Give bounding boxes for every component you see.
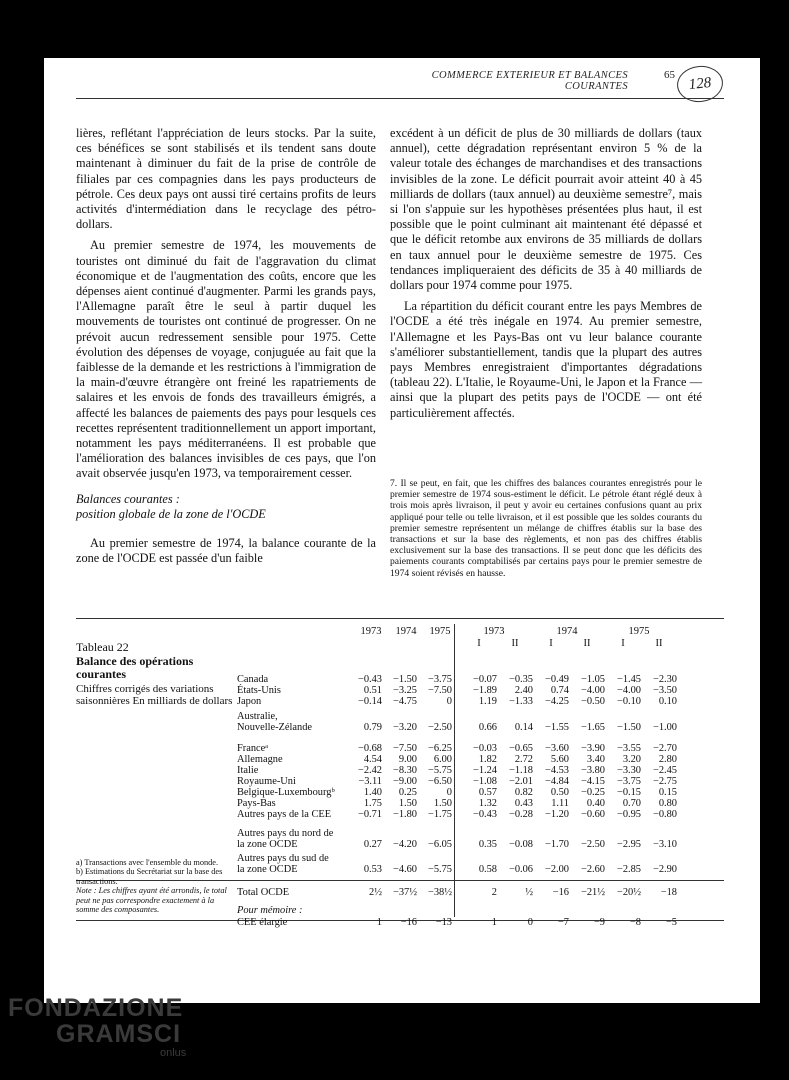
table-note: Note : Les chiffres ayant été arrondis, le total peut ne pas correspondre exactement à la somme des composantes. (76, 886, 227, 915)
table-cell: 1.11 (551, 798, 569, 809)
header-rule (76, 98, 724, 99)
table-cell: −0.65 (508, 743, 533, 754)
table-cell: −3.11 (358, 776, 382, 787)
semester-year-header: 1974 (556, 626, 578, 637)
table-cell: −0.06 (508, 864, 533, 875)
semester-header: I (477, 638, 481, 649)
table-cell: −3.55 (616, 743, 641, 754)
table-cell: 0.40 (586, 798, 605, 809)
table-cell: −18 (660, 887, 677, 898)
table-cell: 1.75 (363, 798, 382, 809)
table-cell: 0.70 (622, 798, 641, 809)
table-cell: −4.15 (580, 776, 605, 787)
table-cell: 1.50 (433, 798, 452, 809)
table-cell: 0.66 (478, 722, 497, 733)
table-row (237, 905, 697, 916)
table-cell: 6.00 (433, 754, 452, 765)
row-label: Total OCDE (237, 887, 290, 898)
table-cell: 2½ (369, 887, 382, 898)
table-cell: −2.50 (580, 839, 605, 850)
document-page (44, 58, 760, 1003)
table-cell: −3.60 (544, 743, 569, 754)
table-cell: −2.00 (544, 864, 569, 875)
table-cell: −0.43 (357, 674, 382, 685)
row-label: Franceᵃ (237, 743, 269, 754)
table-cell: −0.28 (508, 809, 533, 820)
row-label: Belgique-Luxembourgᵇ (237, 787, 335, 798)
table-row (237, 798, 697, 809)
table-cell: −2.01 (508, 776, 533, 787)
row-label: Italie (237, 765, 259, 776)
handwritten-page-number: 128 (675, 64, 725, 105)
table-cell: 1 (491, 917, 497, 928)
table-cell: 0.58 (478, 864, 497, 875)
table-cell: −1.33 (508, 696, 533, 707)
semester-header: II (583, 638, 591, 649)
table-cell: −1.65 (580, 722, 605, 733)
table-note: b) Estimations du Secrétariat sur la base des transactions. (76, 867, 223, 886)
table-cell: −3.75 (427, 674, 452, 685)
table-row (237, 853, 697, 864)
table-note: a) Transactions avec l'ensemble du monde. (76, 858, 219, 867)
right-column (390, 126, 702, 427)
table-cell: 0.79 (363, 722, 382, 733)
paragraph: Au premier semestre de 1974, la balance courante de la zone de l'OCDE est passée d'un faible (76, 536, 376, 566)
table-cell: −1.24 (472, 765, 497, 776)
table-row (237, 917, 697, 928)
row-label: Autres pays de la CEE (237, 809, 332, 820)
table-cell: 0.10 (658, 696, 677, 707)
table-cell: 0 (446, 696, 452, 707)
table-cell: 3.40 (586, 754, 605, 765)
table-cell: −5 (665, 917, 677, 928)
table-cell: −9 (593, 917, 605, 928)
row-label: CEE élargie (237, 917, 288, 928)
table-cell: −13 (435, 917, 452, 928)
table-cell: 3.20 (622, 754, 641, 765)
row-label: Pour mémoire : (237, 905, 303, 916)
year-header: 1973 (360, 626, 382, 637)
table-cell: −20½ (616, 887, 641, 898)
table-cell: −7 (557, 917, 569, 928)
table-cell: −2.30 (652, 674, 677, 685)
table-cell: −4.00 (580, 685, 605, 696)
subheading-line: position globale de la zone de l'OCDE (76, 506, 266, 521)
table-cell: −0.43 (472, 809, 497, 820)
table-row (237, 743, 697, 754)
table-cell: 2 (491, 887, 497, 898)
left-column (76, 126, 376, 572)
table-cell: −4.53 (544, 765, 569, 776)
table-cell: −6.50 (427, 776, 452, 787)
table-cell: −4.60 (392, 864, 417, 875)
table-row (237, 887, 697, 898)
paragraph: La répartition du déficit courant entre les pays Membres de l'OCDE a été très inégale en 1974. Au premier semestre, l'Allemagne et les Pays-Bas ont vu leur balance courante s'améliorer substantiellement, tandis que la plupart des autres pays Membres enregistraient d'importantes dégradations (tableau 22). L'Italie, le Royaume-Uni, le Japon et la France — ainsi que la plupart des petits pays de l'OCDE — ont été particulièrement affectés. (390, 299, 702, 420)
table-cell: −1.80 (392, 809, 417, 820)
table-cell: −0.60 (580, 809, 605, 820)
table-cell: −6.25 (427, 743, 452, 754)
table-cell: 0.74 (550, 685, 569, 696)
table-cell: −3.20 (392, 722, 417, 733)
semester-header: II (511, 638, 519, 649)
table-cell: 2.72 (514, 754, 533, 765)
row-label: Pays-Bas (237, 798, 276, 809)
table-cell: −0.15 (616, 787, 641, 798)
table-cell: −1.08 (472, 776, 497, 787)
table-cell: −2.90 (652, 864, 677, 875)
table-cell: −5.75 (427, 765, 452, 776)
watermark-logo (8, 995, 208, 1075)
watermark-line: onlus (160, 1047, 187, 1059)
semester-year-header: 1973 (483, 626, 505, 637)
table-cell: −4.84 (544, 776, 569, 787)
table-cell: −0.68 (357, 743, 382, 754)
table-cell: 0.43 (514, 798, 533, 809)
table-row (237, 765, 697, 776)
table-cell: −0.25 (580, 787, 605, 798)
table-cell: −9.00 (392, 776, 417, 787)
table-cell: 1.82 (478, 754, 497, 765)
paragraph: excédent à un déficit de plus de 30 milliards de dollars (taux annuel), cette dégradation représentant environ 5 % de la valeur totale des échanges de marchandises et des transactions invisibles de la zone. Le déficit pourrait avoir atteint 40 à 45 milliards de dollars (taux annuel) au deuxième semestre⁷, mais si l'on s'appuie sur les hypothèses présentées plus haut, il est possible que le point culminant ait maintenant été dépassé et que le déficit retombe aux environs de 35 milliards de dollars en taux annuel pour le deuxième semestre de 1975. Ces tendances impliqueraient des déficits de 35 à 40 milliards de dollars pour 1974 comme pour 1975. (390, 126, 702, 293)
semester-header: I (621, 638, 625, 649)
row-label: États-Unis (237, 685, 281, 696)
table-cell: −3.30 (616, 765, 641, 776)
row-label: Royaume-Uni (237, 776, 296, 787)
row-label: la zone OCDE (237, 864, 298, 875)
table-row (237, 828, 697, 839)
table-cell: −1.45 (616, 674, 641, 685)
table-cell: −1.05 (580, 674, 605, 685)
table-cell: 0 (446, 787, 452, 798)
table-cell: −0.95 (616, 809, 641, 820)
table-cell: 2.80 (658, 754, 677, 765)
row-label: Autres pays du sud de (237, 853, 329, 864)
table-cell: −1.50 (616, 722, 641, 733)
table-cell: 0.80 (658, 798, 677, 809)
table-cell: −21½ (580, 887, 605, 898)
table-cell: −4.20 (392, 839, 417, 850)
table-cell: 0.50 (550, 787, 569, 798)
table-cell: −3.75 (616, 776, 641, 787)
table-row (237, 839, 697, 850)
table-row (237, 685, 697, 696)
row-label: Nouvelle-Zélande (237, 722, 313, 733)
table-cell: 4.54 (363, 754, 382, 765)
table-cell: −4.25 (544, 696, 569, 707)
watermark-line: GRAMSCI (56, 1020, 182, 1048)
table-row (237, 776, 697, 787)
section-subheading (76, 492, 376, 522)
table-cell: −3.10 (652, 839, 677, 850)
table-cell: −7.50 (392, 743, 417, 754)
table-cell: 0.27 (363, 839, 382, 850)
subheading-line: Balances courantes : (76, 491, 180, 506)
table-cell: −3.90 (580, 743, 605, 754)
table-subtitle: Chiffres corrigés des variations saisonnières En milliards de dollars (76, 683, 233, 707)
table-cell: −1.89 (472, 685, 497, 696)
table-cell: 1.19 (478, 696, 497, 707)
table-cell: −1.20 (544, 809, 569, 820)
row-label: Autres pays du nord de (237, 828, 334, 839)
table-cell: −2.50 (427, 722, 452, 733)
table-cell: −1.75 (427, 809, 452, 820)
table-row (237, 864, 697, 875)
table-cell: −2.45 (652, 765, 677, 776)
table-cell: 1.32 (478, 798, 497, 809)
year-header: 1974 (395, 626, 417, 637)
table-cell: 1 (376, 917, 382, 928)
table-cell: 9.00 (398, 754, 417, 765)
table-cell: −2.60 (580, 864, 605, 875)
row-label: la zone OCDE (237, 839, 298, 850)
table-caption (76, 640, 236, 707)
table-top-rule (76, 618, 724, 619)
table-cell: 0.25 (398, 787, 417, 798)
table-cell: 0.82 (514, 787, 533, 798)
semester-header: II (655, 638, 663, 649)
table-cell: 0.15 (658, 787, 677, 798)
year-header: 1975 (429, 626, 451, 637)
table-cell: −1.55 (544, 722, 569, 733)
watermark-line: FONDAZIONE (8, 994, 184, 1022)
semester-year-header: 1975 (628, 626, 650, 637)
table-title: Balance des opérations courantes (76, 654, 194, 681)
table-cell: 0 (527, 917, 533, 928)
table-cell: −7.50 (427, 685, 452, 696)
table-cell: −0.80 (652, 809, 677, 820)
running-title: COMMERCE EXTERIEUR ET BALANCES COURANTES (431, 70, 628, 92)
table-cell: −2.75 (652, 776, 677, 787)
table-cell: −16 (552, 887, 569, 898)
table-cell: 0.51 (363, 685, 382, 696)
row-label: Canada (237, 674, 269, 685)
table-cell: −6.05 (427, 839, 452, 850)
table-cell: −2.70 (652, 743, 677, 754)
table-cell: 1.40 (363, 787, 382, 798)
table-cell: −0.03 (472, 743, 497, 754)
table-cell: −0.50 (580, 696, 605, 707)
paragraph: lières, reflétant l'appréciation de leurs stocks. Par la suite, ces bénéfices se sont stabilisés et ils tendent sans doute maintenant à diminuer du fait de la prise de contrôle de filiales par ces compagnies dans les pays producteurs de pétrole. Ces deux pays ont aussi tiré certains profits de leurs activités d'intermédiation dans le recyclage des pétro-dollars. (76, 126, 376, 232)
table-row (237, 674, 697, 685)
table-cell: −0.71 (357, 809, 382, 820)
table-cell: −38½ (427, 887, 452, 898)
table-row (237, 754, 697, 765)
table-cell: −4.75 (392, 696, 417, 707)
table-cell: 0.57 (478, 787, 497, 798)
table-cell: −0.07 (472, 674, 497, 685)
table-cell: −0.35 (508, 674, 533, 685)
table-cell: −16 (400, 917, 417, 928)
table-cell: −0.14 (357, 696, 382, 707)
table-cell: ½ (525, 887, 533, 898)
semester-header: I (549, 638, 553, 649)
table-cell: −1.50 (392, 674, 417, 685)
table-cell: 0.35 (478, 839, 497, 850)
table-row (237, 711, 697, 722)
footnote: 7. Il se peut, en fait, que les chiffres des balances courantes enregistrés pour le premier semestre de 1974 sous-estiment le déficit. Le pétrole étant réglé deux à trois mois après livraison, il peut y avoir eu certaines confusions quant au prix appliqué pour telle ou telle livraison, et il est possible que les soldes courants du premier semestre représentent un mélange de chiffres établis sur la base des transactions et sur la base des règlements, et non pas des chiffres établis exclusivement sur la base des transactions. Il se peut donc que les déficits des paiements courants comptabilisés par certains pays pour le premier semestre de 1974 soient révisés en hausse. (390, 478, 702, 579)
row-label: Australie, (237, 711, 278, 722)
table-cell: −0.49 (544, 674, 569, 685)
table-cell: −1.70 (544, 839, 569, 850)
row-label: Japon (237, 696, 262, 707)
table-cell: −2.95 (616, 839, 641, 850)
table-cell: −3.50 (652, 685, 677, 696)
table-notes (76, 858, 236, 914)
table-cell: −2.85 (616, 864, 641, 875)
table-row (237, 787, 697, 798)
table-row (237, 696, 697, 707)
table-cell: 2.40 (514, 685, 533, 696)
table-cell: 0.14 (514, 722, 533, 733)
table-cell: −0.08 (508, 839, 533, 850)
table-cell: −8.30 (392, 765, 417, 776)
table-cell: −1.00 (652, 722, 677, 733)
page-number: 65 (664, 69, 675, 81)
table-cell: −2.42 (357, 765, 382, 776)
table-cell: −3.80 (580, 765, 605, 776)
table-cell: −5.75 (427, 864, 452, 875)
paragraph: Au premier semestre de 1974, les mouvements de touristes ont diminué du fait de l'aggravation du climat économique et de l'augmentation des coûts, encore que les dépenses aient continué d'augmenter. Parmi les grands pays, l'Allemagne paraît être le seul à partir duquel les mouvements de touristes ont continué de progresser. On ne prévoit aucun redressement sensible pour 1975. Cette évolution des dépenses de voyage, conjuguée au fait que la faiblesse de la demande et les restrictions à l'immigration de la main-d'œuvre étrangère ont freiné les rapatriements de salaires et les envois de fonds des travailleurs émigrés, a affecté les balances de paiements des pays pour lesquels ces recettes représentent traditionnellement un apport important, notamment les pays méditerranéens. Il est probable que l'amélioration des balances invisibles de ces pays, que l'on avait observée jusqu'en 1973, va temporairement cesser. (76, 238, 376, 481)
table-row (237, 722, 697, 733)
table-cell: −8 (629, 917, 641, 928)
table-cell: −3.25 (392, 685, 417, 696)
table-cell: −4.00 (616, 685, 641, 696)
table-row (237, 809, 697, 820)
table-cell: −37½ (392, 887, 417, 898)
table-cell: −1.18 (508, 765, 533, 776)
table-cell: 5.60 (550, 754, 569, 765)
table-label: Tableau 22 (76, 640, 129, 654)
table-cell: −0.10 (616, 696, 641, 707)
table-cell: 1.50 (398, 798, 417, 809)
table-cell: 0.53 (363, 864, 382, 875)
row-label: Allemagne (237, 754, 283, 765)
